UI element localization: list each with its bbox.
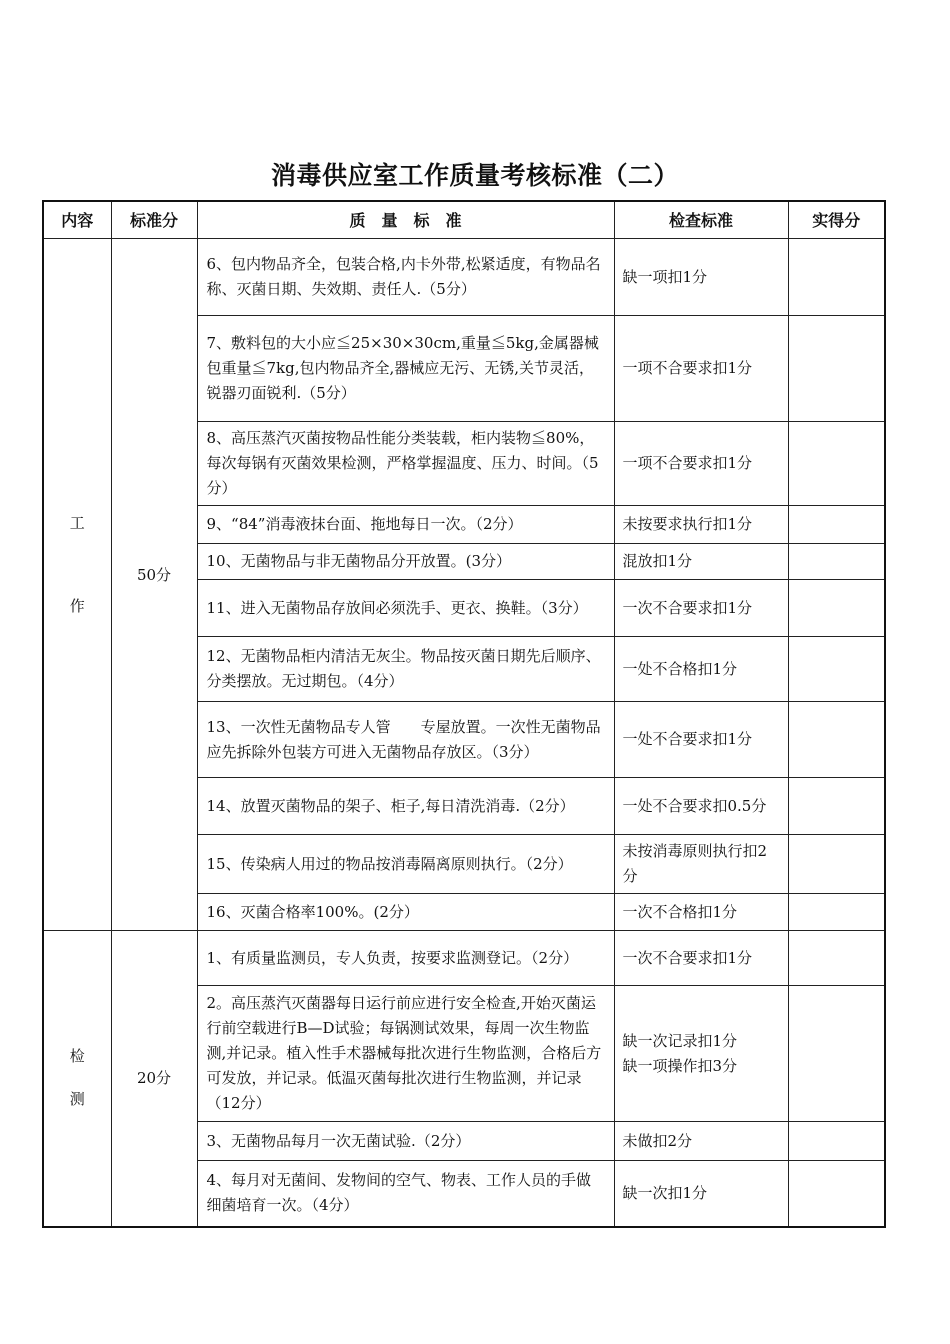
assessment-table	[42, 200, 886, 1228]
quality-standard-cell: 16、灭菌合格率100%。(2分）	[197, 894, 614, 931]
table-row	[43, 239, 885, 316]
category-char: 作	[69, 596, 85, 615]
quality-standard-cell: 10、无菌物品与非无菌物品分开放置。(3分）	[197, 544, 614, 580]
header-actual-score: 实得分	[788, 201, 885, 239]
actual-score-cell[interactable]	[788, 1161, 885, 1227]
header-row	[43, 201, 885, 239]
actual-score-cell[interactable]	[788, 894, 885, 931]
quality-standard-cell: 9、“84”消毒液抹台面、拖地每日一次。（2分）	[197, 506, 614, 544]
check-standard-cell: 一项不合要求扣1分	[614, 316, 788, 422]
header-content: 内容	[43, 201, 111, 239]
check-standard-cell: 未按要求执行扣1分	[614, 506, 788, 544]
actual-score-cell[interactable]	[788, 239, 885, 316]
check-standard-cell: 混放扣1分	[614, 544, 788, 580]
actual-score-cell[interactable]	[788, 637, 885, 702]
quality-standard-cell: 2。高压蒸汽灭菌器每日运行前应进行安全检查,开始灭菌运行前空载进行B—D试验；每锅测试效果，每周一次生物监测,并记录。植入性手术器械每批次进行生物监测，合格后方可发放，并记录。低温灭菌每批次进行生物监测，并记录（12分）	[197, 986, 614, 1122]
quality-standard-cell: 12、无菌物品柜内清洁无灰尘。物品按灭菌日期先后顺序、分类摆放。无过期包。（4分）	[197, 637, 614, 702]
actual-score-cell[interactable]	[788, 1122, 885, 1161]
check-standard-cell: 缺一次记录扣1分 缺一项操作扣3分	[614, 986, 788, 1122]
quality-standard-cell: 1、有质量监测员，专人负责，按要求监测登记。（2分）	[197, 931, 614, 986]
actual-score-cell[interactable]	[788, 316, 885, 422]
actual-score-cell[interactable]	[788, 544, 885, 580]
actual-score-cell[interactable]	[788, 702, 885, 778]
header-standard-score: 标准分	[111, 201, 197, 239]
quality-standard-cell: 13、一次性无菌物品专人管 专屋放置。一次性无菌物品应先拆除外包装方可进入无菌物品存放区。（3分）	[197, 702, 614, 778]
quality-standard-cell: 15、传染病人用过的物品按消毒隔离原则执行。（2分）	[197, 835, 614, 894]
check-standard-cell: 缺一次扣1分	[614, 1161, 788, 1227]
category-char: 工	[69, 513, 85, 532]
quality-standard-cell: 4、每月对无菌间、发物间的空气、物表、工作人员的手做细菌培育一次。（4分）	[197, 1161, 614, 1227]
quality-standard-cell: 11、进入无菌物品存放间必须洗手、更衣、换鞋。（3分）	[197, 580, 614, 637]
actual-score-cell[interactable]	[788, 506, 885, 544]
check-standard-cell: 未按消毒原则执行扣2分	[614, 835, 788, 894]
check-standard-cell: 一项不合要求扣1分	[614, 422, 788, 506]
table-body	[43, 239, 885, 1227]
quality-standard-cell: 6、包内物品齐全，包装合格,内卡外带,松紧适度，有物品名称、灭菌日期、失效期、责任人.（5分）	[197, 239, 614, 316]
quality-standard-cell: 3、无菌物品每月一次无菌试验.（2分）	[197, 1122, 614, 1161]
check-standard-cell: 缺一项扣1分	[614, 239, 788, 316]
category-char: 测	[69, 1090, 85, 1109]
actual-score-cell[interactable]	[788, 986, 885, 1122]
actual-score-cell[interactable]	[788, 778, 885, 835]
actual-score-cell[interactable]	[788, 580, 885, 637]
quality-standard-cell: 7、敷料包的大小应≦25×30×30cm,重量≦5kg,金属器械包重量≦7kg,包内物品齐全,器械应无污、无锈,关节灵活，锐器刃面锐利.（5分）	[197, 316, 614, 422]
actual-score-cell[interactable]	[788, 931, 885, 986]
check-standard-cell: 一处不合要求扣0.5分	[614, 778, 788, 835]
category-cell	[43, 239, 111, 931]
category-char: 检	[69, 1047, 85, 1066]
check-standard-cell: 一次不合要求扣1分	[614, 931, 788, 986]
check-standard-cell: 未做扣2分	[614, 1122, 788, 1161]
category-cell	[43, 931, 111, 1227]
standard-score-cell: 20分	[111, 931, 197, 1227]
actual-score-cell[interactable]	[788, 422, 885, 506]
standard-score-cell: 50分	[111, 239, 197, 931]
quality-standard-cell: 8、高压蒸汽灭菌按物品性能分类装载，柜内装物≦80%，每次每锅有灭菌效果检测，严格掌握温度、压力、时间。（5分）	[197, 422, 614, 506]
header-check-standard: 检查标准	[614, 201, 788, 239]
check-standard-cell: 一次不合格扣1分	[614, 894, 788, 931]
page-title: 消毒供应室工作质量考核标准（二）	[270, 161, 679, 190]
actual-score-cell[interactable]	[788, 835, 885, 894]
quality-standard-cell: 14、放置灭菌物品的架子、柜子,每日清洗消毒.（2分）	[197, 778, 614, 835]
check-standard-cell: 一处不合格扣1分	[614, 637, 788, 702]
check-standard-cell: 一次不合要求扣1分	[614, 580, 788, 637]
header-quality-standard: 质 量 标 准	[197, 201, 614, 239]
table-row	[43, 931, 885, 986]
check-standard-cell: 一处不合要求扣1分	[614, 702, 788, 778]
